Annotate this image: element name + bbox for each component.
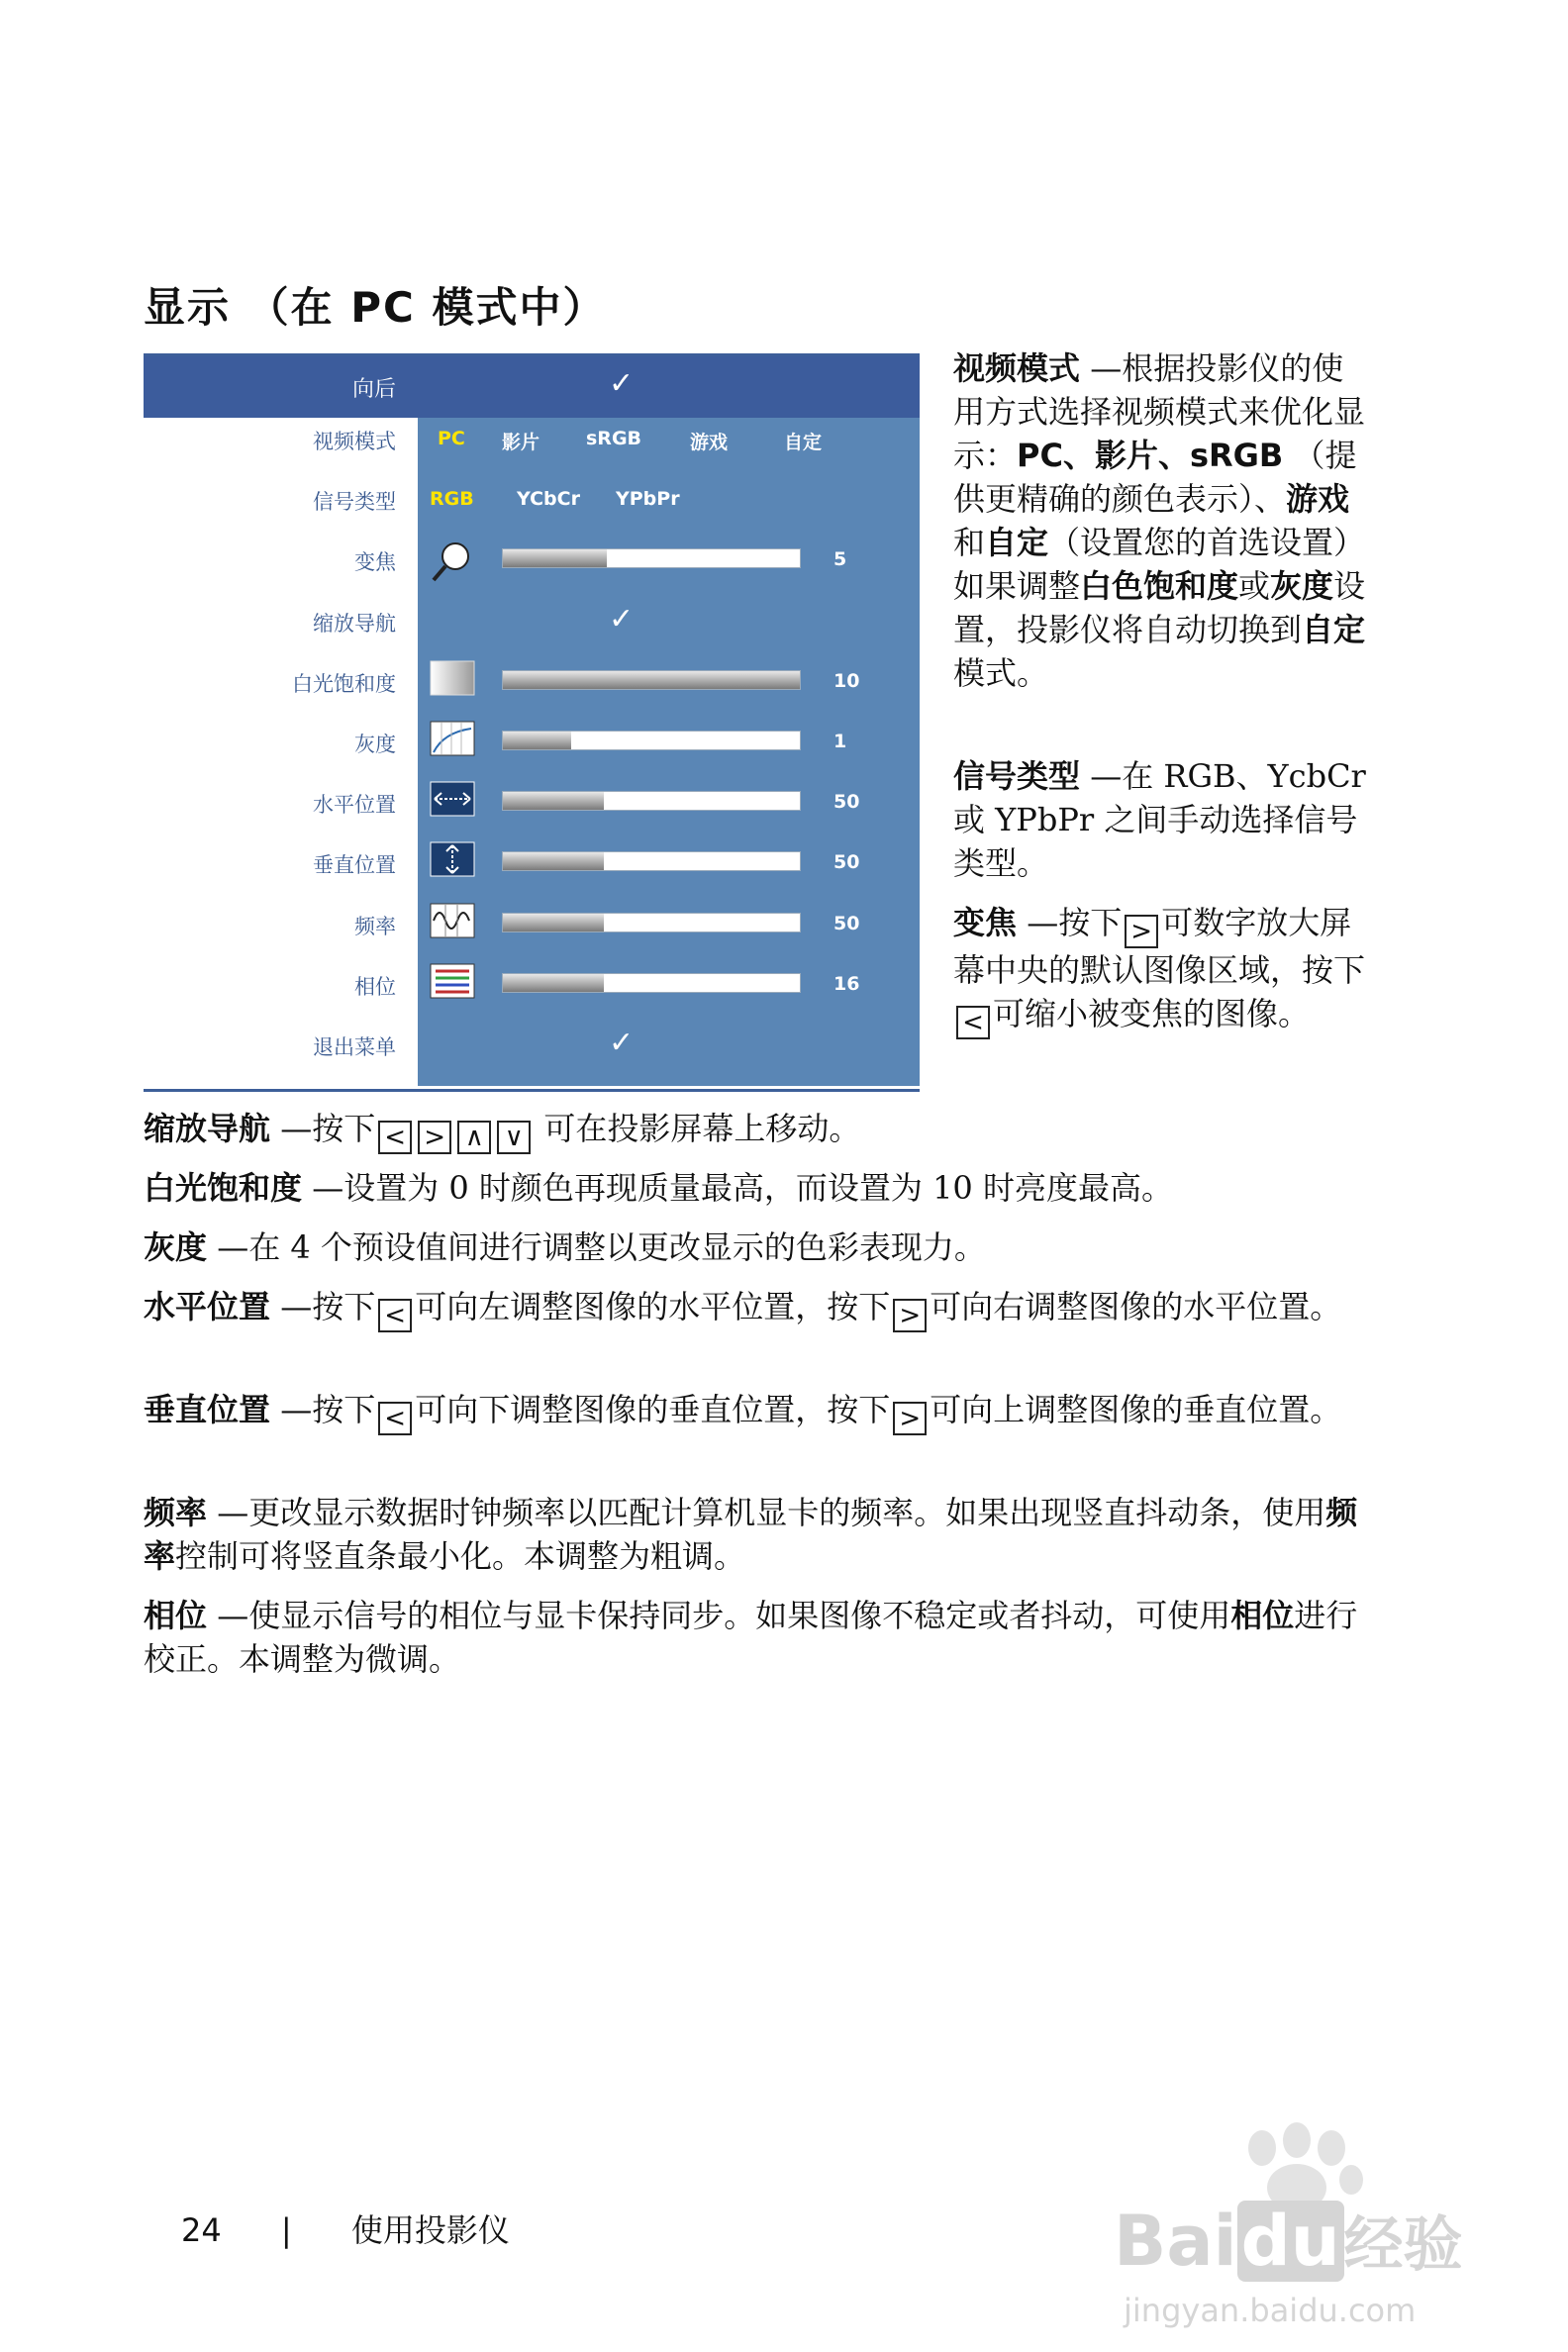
vertical-arrows-icon bbox=[430, 841, 475, 877]
text: 设置，投影仪将自动切换到 bbox=[953, 567, 1366, 648]
osd-label[interactable]: 信号类型 bbox=[313, 490, 396, 515]
osd-value: 50 bbox=[833, 912, 860, 934]
phase-paragraph bbox=[144, 1594, 1371, 1681]
left-key-icon: < bbox=[378, 1121, 412, 1154]
phase-term: 相位 bbox=[1230, 1597, 1295, 1634]
osd-option[interactable]: YPbPr bbox=[616, 488, 680, 511]
term-custom: 自定 bbox=[1302, 611, 1366, 648]
hpos-paragraph bbox=[144, 1285, 1371, 1332]
osd-value: 1 bbox=[833, 731, 847, 752]
osd-slider[interactable] bbox=[502, 791, 801, 811]
osd-value: 50 bbox=[833, 791, 860, 814]
page-number: 24 bbox=[181, 2211, 222, 2249]
osd-label[interactable]: 退出菜单 bbox=[313, 1035, 396, 1059]
text: —根据投影仪的使用方式选择视频模式来优化显示： bbox=[953, 349, 1366, 474]
text: —按下 bbox=[270, 1391, 376, 1428]
osd-option[interactable]: 自定 bbox=[784, 432, 823, 453]
right-key-icon: > bbox=[1125, 915, 1158, 948]
white-term: 白光饱和度 bbox=[144, 1169, 303, 1207]
osd-slider[interactable] bbox=[502, 973, 801, 993]
osd-slider[interactable] bbox=[502, 670, 801, 690]
left-key-icon: < bbox=[956, 1006, 990, 1039]
watermark-product: 经验 bbox=[1343, 2210, 1463, 2280]
text: 模式。 bbox=[953, 654, 1049, 692]
text: —在 RGB、YcbCr 或 YPbPr 之间手动选择信号类型。 bbox=[953, 757, 1366, 882]
text: 控制可将竖直条最小化。本调整为粗调。 bbox=[175, 1537, 746, 1575]
osd-slider-fill bbox=[503, 974, 604, 992]
text: —在 4 个预设值间进行调整以更改显示的色彩表现力。 bbox=[207, 1228, 986, 1266]
osd-label[interactable]: 频率 bbox=[354, 914, 396, 938]
video-mode-opts: PC、影片、sRGB bbox=[1017, 437, 1284, 474]
text: 可缩小被变焦的图像。 bbox=[993, 995, 1311, 1032]
signal-term: 信号类型 bbox=[953, 757, 1081, 795]
back-check-icon: ✓ bbox=[609, 366, 635, 401]
right-key-icon: > bbox=[418, 1121, 451, 1154]
magnifier-icon bbox=[430, 539, 475, 574]
text: 和 bbox=[953, 524, 986, 561]
osd-slider-fill bbox=[503, 732, 571, 749]
vpos-paragraph bbox=[144, 1388, 1371, 1435]
check-icon[interactable]: ✓ bbox=[609, 601, 635, 637]
osd-label[interactable]: 灰度 bbox=[354, 733, 396, 756]
osd-value-column bbox=[418, 418, 920, 1086]
osd-slider-fill bbox=[503, 792, 604, 810]
zoom-description bbox=[953, 901, 1369, 1039]
text: 可数字放大屏幕中央的默认图像区域，按下 bbox=[953, 904, 1366, 989]
osd-slider[interactable] bbox=[502, 913, 801, 932]
zoom-term: 变焦 bbox=[953, 904, 1018, 941]
vpos-term: 垂直位置 bbox=[144, 1391, 271, 1428]
left-key-icon: < bbox=[378, 1299, 412, 1332]
osd-label[interactable]: 水平位置 bbox=[313, 793, 396, 818]
text: 或 bbox=[1238, 567, 1271, 605]
freq-term: 频率 bbox=[144, 1494, 1358, 1575]
osd-slider-fill bbox=[503, 852, 604, 870]
freq-paragraph bbox=[144, 1491, 1371, 1578]
gradient-icon bbox=[430, 660, 475, 696]
term-game: 游戏 bbox=[1286, 480, 1350, 518]
text: —使显示信号的相位与显卡保持同步。如果图像不稳定或者抖动，可使用 bbox=[207, 1597, 1231, 1634]
baidu-watermark bbox=[1104, 2118, 1500, 2336]
term-custom: 自定 bbox=[985, 524, 1049, 561]
text: —设置为 0 时颜色再现质量最高，而设置为 10 时亮度最高。 bbox=[302, 1169, 1173, 1207]
osd-option[interactable]: 影片 bbox=[502, 432, 540, 453]
osd-option[interactable]: sRGB bbox=[586, 428, 642, 449]
text: —按下 bbox=[270, 1110, 376, 1147]
horizontal-arrows-icon bbox=[430, 781, 475, 817]
text: 可向上调整图像的垂直位置。 bbox=[930, 1391, 1342, 1428]
video-mode-term: 视频模式 bbox=[953, 349, 1081, 387]
osd-slider[interactable] bbox=[502, 548, 801, 568]
osd-slider-fill bbox=[503, 549, 607, 567]
osd-label[interactable]: 垂直位置 bbox=[313, 853, 396, 878]
osd-label[interactable]: 白光饱和度 bbox=[292, 671, 396, 696]
back-label: 向后 bbox=[351, 377, 396, 402]
phase-term: 相位 bbox=[144, 1597, 208, 1634]
text: 进行校正。本调整为微调。 bbox=[144, 1597, 1358, 1678]
osd-option[interactable]: RGB bbox=[430, 488, 474, 511]
osd-option[interactable]: 游戏 bbox=[690, 432, 729, 453]
check-icon[interactable]: ✓ bbox=[609, 1026, 635, 1060]
gamma-curve-icon bbox=[430, 721, 475, 756]
osd-label-column bbox=[144, 418, 418, 1086]
watermark-brand-du: du bbox=[1237, 2201, 1344, 2282]
text: 可向左调整图像的水平位置，按下 bbox=[415, 1288, 891, 1325]
text: （设置您的首选设置）如果调整 bbox=[953, 524, 1366, 605]
footer-section: 使用投影仪 bbox=[350, 2211, 510, 2249]
osd-slider-fill bbox=[503, 671, 800, 689]
text: 可向下调整图像的垂直位置，按下 bbox=[415, 1391, 891, 1428]
osd-slider[interactable] bbox=[502, 851, 801, 871]
page-title: 显示 （在 PC 模式中） bbox=[144, 283, 607, 332]
zoom-nav-term: 缩放导航 bbox=[144, 1110, 271, 1147]
text: （提供更精确的颜色表示）、 bbox=[953, 437, 1357, 518]
osd-label[interactable]: 视频模式 bbox=[313, 430, 396, 453]
footer-separator: | bbox=[280, 2211, 292, 2249]
term-white: 白色饱和度 bbox=[1080, 567, 1239, 605]
white-paragraph bbox=[144, 1166, 1371, 1210]
video-mode-description bbox=[953, 346, 1369, 695]
text: —按下 bbox=[1017, 904, 1123, 941]
watermark-brand-bai: Bai bbox=[1114, 2201, 1237, 2282]
right-key-icon: > bbox=[893, 1299, 927, 1332]
osd-label[interactable]: 相位 bbox=[354, 974, 396, 999]
page-footer bbox=[181, 2205, 510, 2251]
gray-term: 灰度 bbox=[144, 1228, 208, 1266]
down-key-icon: ∨ bbox=[497, 1121, 531, 1154]
hpos-term: 水平位置 bbox=[144, 1288, 271, 1325]
left-key-icon: < bbox=[378, 1402, 412, 1435]
osd-value: 5 bbox=[833, 548, 847, 571]
freq-term: 频率 bbox=[144, 1494, 208, 1531]
text: 可向右调整图像的水平位置。 bbox=[930, 1288, 1342, 1325]
osd-header-row[interactable] bbox=[144, 356, 920, 418]
up-key-icon: ∧ bbox=[457, 1121, 491, 1154]
osd-value: 16 bbox=[833, 972, 860, 995]
osd-value: 10 bbox=[833, 669, 860, 692]
watermark-brand bbox=[1114, 2198, 1463, 2283]
phase-icon bbox=[430, 963, 475, 999]
osd-option[interactable]: YCbCr bbox=[517, 488, 580, 511]
text: —更改显示数据时钟频率以匹配计算机显卡的频率。如果出现竖直抖动条，使用 bbox=[207, 1494, 1326, 1531]
zoom-nav-paragraph bbox=[144, 1107, 1371, 1154]
osd-slider[interactable] bbox=[502, 731, 801, 750]
term-gray: 灰度 bbox=[1270, 567, 1334, 605]
gray-paragraph bbox=[144, 1225, 1371, 1269]
text: 可在投影屏幕上移动。 bbox=[534, 1110, 861, 1147]
wave-icon bbox=[430, 903, 475, 938]
osd-option[interactable]: PC bbox=[438, 428, 465, 449]
osd-value: 50 bbox=[833, 851, 860, 874]
osd-label[interactable]: 缩放导航 bbox=[313, 611, 396, 636]
right-key-icon: > bbox=[893, 1402, 927, 1435]
signal-type-description bbox=[953, 754, 1369, 885]
osd-slider-fill bbox=[503, 914, 604, 931]
osd-display-menu bbox=[144, 353, 920, 1092]
text: —按下 bbox=[270, 1288, 376, 1325]
osd-label[interactable]: 变焦 bbox=[354, 550, 396, 575]
watermark-url: jingyan.baidu.com bbox=[1124, 2292, 1417, 2329]
